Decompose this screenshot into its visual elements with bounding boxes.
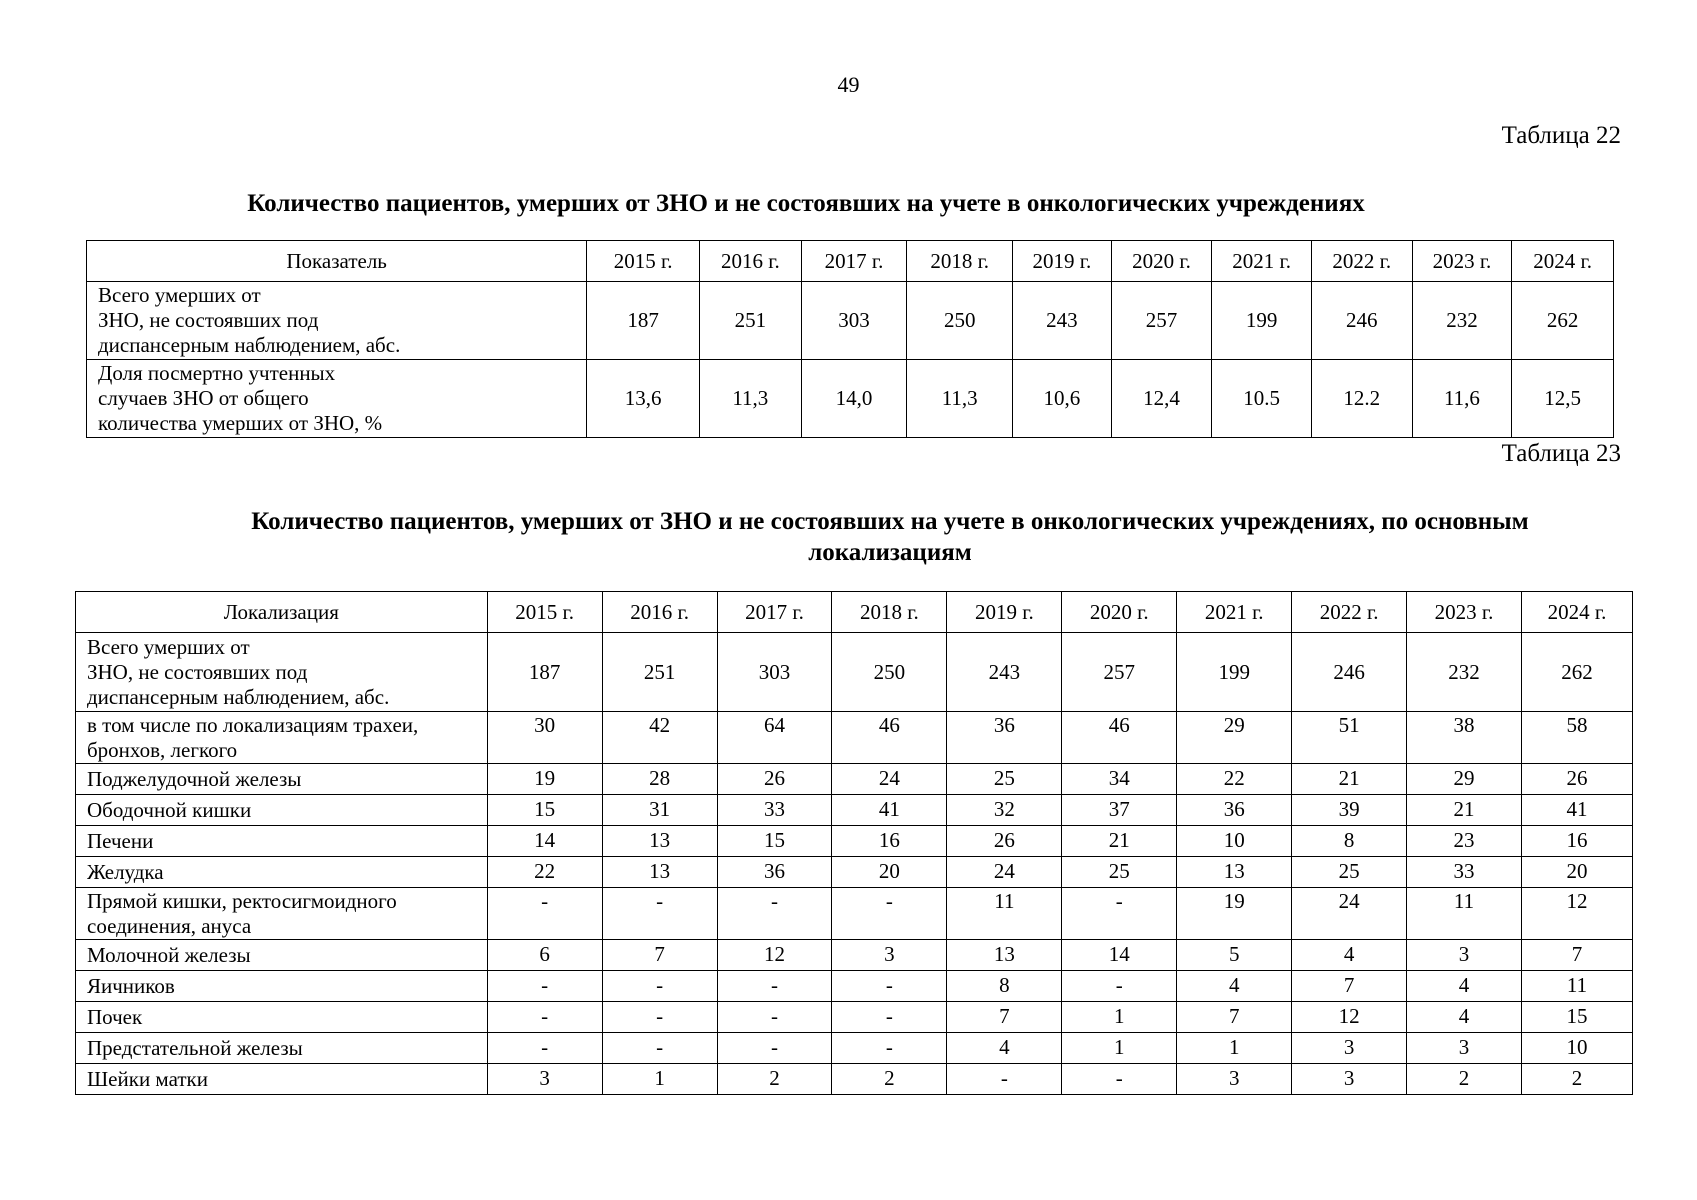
value-cell: 7 xyxy=(947,1002,1062,1033)
value-cell: 246 xyxy=(1311,282,1412,360)
value-cell: 7 xyxy=(1177,1002,1292,1033)
value-cell: 262 xyxy=(1522,633,1633,712)
value-cell: 41 xyxy=(832,795,947,826)
value-cell: 14,0 xyxy=(801,360,907,438)
value-cell: 36 xyxy=(1177,795,1292,826)
row-label-line: Ободочной кишки xyxy=(87,797,252,822)
value-cell: 16 xyxy=(832,826,947,857)
table-row xyxy=(87,360,1614,438)
value-cell: 4 xyxy=(947,1033,1062,1064)
value-cell: 1 xyxy=(1062,1033,1177,1064)
header-cell: 2024 г. xyxy=(1522,592,1633,633)
row-label-line: Всего умерших от xyxy=(98,283,261,307)
table-22-header-row xyxy=(87,241,1614,282)
value-cell: 4 xyxy=(1177,971,1292,1002)
header-cell: 2015 г. xyxy=(587,241,700,282)
value-cell: 11,3 xyxy=(700,360,802,438)
value-cell: 4 xyxy=(1407,1002,1522,1033)
header-cell: 2016 г. xyxy=(602,592,717,633)
value-cell: 7 xyxy=(1522,940,1633,971)
table-22-caption: Таблица 22 xyxy=(1501,122,1621,149)
value-cell: 25 xyxy=(947,764,1062,795)
row-label-line: количества умерших от ЗНО, % xyxy=(98,411,383,435)
value-cell: 1 xyxy=(1177,1033,1292,1064)
row-label-line: диспансерным наблюдением, абс. xyxy=(87,684,390,709)
value-cell: 20 xyxy=(832,857,947,888)
value-cell: 41 xyxy=(1522,795,1633,826)
row-label xyxy=(76,826,488,857)
row-label xyxy=(87,282,587,360)
value-cell: - xyxy=(717,1002,832,1033)
value-cell: 28 xyxy=(602,764,717,795)
value-cell: 2 xyxy=(832,1064,947,1095)
row-label-line: случаев ЗНО от общего xyxy=(98,386,309,410)
value-cell: 6 xyxy=(487,940,602,971)
value-cell: 25 xyxy=(1062,857,1177,888)
value-cell: 8 xyxy=(1292,826,1407,857)
value-cell: 29 xyxy=(1407,764,1522,795)
value-cell: 11,3 xyxy=(907,360,1013,438)
value-cell: - xyxy=(832,1002,947,1033)
header-cell: 2018 г. xyxy=(907,241,1013,282)
header-cell: 2020 г. xyxy=(1062,592,1177,633)
value-cell: 22 xyxy=(487,857,602,888)
value-cell: 64 xyxy=(717,712,832,764)
value-cell: 243 xyxy=(947,633,1062,712)
value-cell: 262 xyxy=(1512,282,1614,360)
value-cell: 51 xyxy=(1292,712,1407,764)
row-label-line: Всего умерших от xyxy=(87,634,250,659)
table-row xyxy=(76,857,1633,888)
value-cell: 19 xyxy=(487,764,602,795)
value-cell: 232 xyxy=(1412,282,1512,360)
row-label xyxy=(76,1064,488,1095)
value-cell: 33 xyxy=(717,795,832,826)
value-cell: 21 xyxy=(1062,826,1177,857)
value-cell: 26 xyxy=(717,764,832,795)
value-cell: 26 xyxy=(1522,764,1633,795)
value-cell: 23 xyxy=(1407,826,1522,857)
value-cell: - xyxy=(602,971,717,1002)
value-cell: 232 xyxy=(1407,633,1522,712)
value-cell: 15 xyxy=(717,826,832,857)
value-cell: - xyxy=(947,1064,1062,1095)
value-cell: 199 xyxy=(1177,633,1292,712)
value-cell: 32 xyxy=(947,795,1062,826)
row-label-line: Почек xyxy=(87,1004,143,1029)
row-label-line: Печени xyxy=(87,828,154,853)
value-cell: 243 xyxy=(1013,282,1112,360)
value-cell: 13 xyxy=(947,940,1062,971)
row-label-line: Поджелудочной железы xyxy=(87,766,302,791)
header-cell: Локализация xyxy=(76,592,488,633)
row-label xyxy=(76,712,488,764)
value-cell: 36 xyxy=(947,712,1062,764)
value-cell: 10 xyxy=(1522,1033,1633,1064)
value-cell: - xyxy=(487,888,602,940)
value-cell: 22 xyxy=(1177,764,1292,795)
value-cell: 14 xyxy=(487,826,602,857)
row-label-line: бронхов, легкого xyxy=(87,738,238,762)
table-22-title: Количество пациентов, умерших от ЗНО и не состоявших на учете в онкологических учреждениях xyxy=(247,190,1365,217)
value-cell: 3 xyxy=(1292,1064,1407,1095)
value-cell: 12,4 xyxy=(1111,360,1212,438)
header-cell: 2022 г. xyxy=(1292,592,1407,633)
value-cell: 24 xyxy=(1292,888,1407,940)
value-cell: 10.5 xyxy=(1212,360,1312,438)
value-cell: - xyxy=(832,1033,947,1064)
value-cell: 3 xyxy=(1407,1033,1522,1064)
value-cell: 13 xyxy=(602,826,717,857)
row-label-line: ЗНО, не состоявших под xyxy=(87,659,308,684)
table-22 xyxy=(86,240,1614,438)
value-cell: 11 xyxy=(1407,888,1522,940)
header-cell: 2024 г. xyxy=(1512,241,1614,282)
value-cell: 24 xyxy=(947,857,1062,888)
row-label xyxy=(76,764,488,795)
value-cell: 13 xyxy=(1177,857,1292,888)
value-cell: 31 xyxy=(602,795,717,826)
value-cell: 1 xyxy=(1062,1002,1177,1033)
value-cell: 38 xyxy=(1407,712,1522,764)
value-cell: 13 xyxy=(602,857,717,888)
value-cell: 42 xyxy=(602,712,717,764)
table-23-title-line: Количество пациентов, умерших от ЗНО и не состоявших на учете в онкологических учреждениях, по основным xyxy=(251,508,1529,535)
header-cell: 2018 г. xyxy=(832,592,947,633)
value-cell: 26 xyxy=(947,826,1062,857)
value-cell: 250 xyxy=(832,633,947,712)
header-cell: 2017 г. xyxy=(717,592,832,633)
table-row xyxy=(76,1033,1633,1064)
table-row xyxy=(76,795,1633,826)
value-cell: 10,6 xyxy=(1013,360,1112,438)
value-cell: 303 xyxy=(717,633,832,712)
value-cell: 187 xyxy=(487,633,602,712)
value-cell: 2 xyxy=(1522,1064,1633,1095)
value-cell: 12 xyxy=(1522,888,1633,940)
value-cell: 34 xyxy=(1062,764,1177,795)
row-label-line: Яичников xyxy=(87,973,175,998)
table-row xyxy=(76,826,1633,857)
value-cell: 11 xyxy=(947,888,1062,940)
value-cell: 250 xyxy=(907,282,1013,360)
value-cell: 37 xyxy=(1062,795,1177,826)
table-row xyxy=(76,1064,1633,1095)
value-cell: 46 xyxy=(832,712,947,764)
table-row xyxy=(76,888,1633,940)
header-cell: 2023 г. xyxy=(1412,241,1512,282)
value-cell: 58 xyxy=(1522,712,1633,764)
value-cell: 251 xyxy=(700,282,802,360)
value-cell: 5 xyxy=(1177,940,1292,971)
value-cell: - xyxy=(717,971,832,1002)
value-cell: - xyxy=(487,1002,602,1033)
value-cell: 15 xyxy=(1522,1002,1633,1033)
value-cell: 30 xyxy=(487,712,602,764)
table-row xyxy=(76,940,1633,971)
row-label xyxy=(76,795,488,826)
value-cell: 1 xyxy=(602,1064,717,1095)
value-cell: 25 xyxy=(1292,857,1407,888)
value-cell: - xyxy=(487,1033,602,1064)
row-label xyxy=(76,940,488,971)
table-23-caption: Таблица 23 xyxy=(1501,440,1621,467)
value-cell: - xyxy=(832,888,947,940)
value-cell: - xyxy=(717,1033,832,1064)
row-label-line: Желудка xyxy=(87,859,164,884)
row-label xyxy=(76,857,488,888)
value-cell: 4 xyxy=(1407,971,1522,1002)
table-row xyxy=(76,1002,1633,1033)
header-cell: 2020 г. xyxy=(1111,241,1212,282)
table-row xyxy=(87,282,1614,360)
row-label-line: Прямой кишки, ректосигмоидного xyxy=(87,889,397,913)
value-cell: 24 xyxy=(832,764,947,795)
header-cell: Показатель xyxy=(87,241,587,282)
value-cell: 7 xyxy=(602,940,717,971)
row-label-line: диспансерным наблюдением, абс. xyxy=(98,333,401,357)
header-cell: 2023 г. xyxy=(1407,592,1522,633)
row-label-line: Молочной железы xyxy=(87,942,251,967)
table-row xyxy=(76,764,1633,795)
page-number: 49 xyxy=(837,72,860,97)
value-cell: 7 xyxy=(1292,971,1407,1002)
header-cell: 2021 г. xyxy=(1177,592,1292,633)
row-label xyxy=(87,360,587,438)
value-cell: 251 xyxy=(602,633,717,712)
row-label-line: Предстательной железы xyxy=(87,1035,303,1060)
value-cell: 257 xyxy=(1062,633,1177,712)
value-cell: 33 xyxy=(1407,857,1522,888)
value-cell: 246 xyxy=(1292,633,1407,712)
value-cell: 10 xyxy=(1177,826,1292,857)
table-row xyxy=(76,633,1633,712)
value-cell: - xyxy=(602,1033,717,1064)
table-row xyxy=(76,712,1633,764)
value-cell: 4 xyxy=(1292,940,1407,971)
value-cell: - xyxy=(832,971,947,1002)
value-cell: - xyxy=(1062,971,1177,1002)
value-cell: - xyxy=(717,888,832,940)
row-label xyxy=(76,1033,488,1064)
value-cell: 2 xyxy=(717,1064,832,1095)
table-row xyxy=(76,971,1633,1002)
value-cell: 12 xyxy=(717,940,832,971)
row-label-line: в том числе по локализациям трахеи, xyxy=(87,713,419,737)
value-cell: 199 xyxy=(1212,282,1312,360)
value-cell: 46 xyxy=(1062,712,1177,764)
value-cell: - xyxy=(1062,1064,1177,1095)
table-23-title-line: локализациям xyxy=(808,539,972,566)
header-cell: 2015 г. xyxy=(487,592,602,633)
row-label-line: ЗНО, не состоявших под xyxy=(98,308,319,332)
header-cell: 2016 г. xyxy=(700,241,802,282)
value-cell: 8 xyxy=(947,971,1062,1002)
value-cell: 187 xyxy=(587,282,700,360)
value-cell: 14 xyxy=(1062,940,1177,971)
value-cell: 29 xyxy=(1177,712,1292,764)
header-cell: 2019 г. xyxy=(947,592,1062,633)
header-cell: 2019 г. xyxy=(1013,241,1112,282)
value-cell: 20 xyxy=(1522,857,1633,888)
value-cell: 21 xyxy=(1407,795,1522,826)
value-cell: 11,6 xyxy=(1412,360,1512,438)
value-cell: 36 xyxy=(717,857,832,888)
value-cell: 39 xyxy=(1292,795,1407,826)
value-cell: 3 xyxy=(1407,940,1522,971)
value-cell: 15 xyxy=(487,795,602,826)
value-cell: 21 xyxy=(1292,764,1407,795)
value-cell: 12,5 xyxy=(1512,360,1614,438)
value-cell: 257 xyxy=(1111,282,1212,360)
value-cell: 2 xyxy=(1407,1064,1522,1095)
row-label-line: соединения, ануса xyxy=(87,914,252,938)
value-cell: 13,6 xyxy=(587,360,700,438)
value-cell: 303 xyxy=(801,282,907,360)
table-23-header-row xyxy=(76,592,1633,633)
row-label xyxy=(76,888,488,940)
row-label-line: Шейки матки xyxy=(87,1066,208,1091)
value-cell: - xyxy=(602,888,717,940)
value-cell: 12.2 xyxy=(1311,360,1412,438)
value-cell: 3 xyxy=(1292,1033,1407,1064)
value-cell: - xyxy=(487,971,602,1002)
value-cell: 3 xyxy=(1177,1064,1292,1095)
value-cell: 11 xyxy=(1522,971,1633,1002)
row-label xyxy=(76,633,488,712)
row-label xyxy=(76,1002,488,1033)
value-cell: 19 xyxy=(1177,888,1292,940)
value-cell: 12 xyxy=(1292,1002,1407,1033)
value-cell: - xyxy=(1062,888,1177,940)
value-cell: 3 xyxy=(487,1064,602,1095)
row-label-line: Доля посмертно учтенных xyxy=(98,361,336,385)
table-23 xyxy=(75,591,1633,1095)
value-cell: - xyxy=(602,1002,717,1033)
row-label xyxy=(76,971,488,1002)
value-cell: 3 xyxy=(832,940,947,971)
header-cell: 2022 г. xyxy=(1311,241,1412,282)
table-23-title xyxy=(160,506,1620,568)
header-cell: 2021 г. xyxy=(1212,241,1312,282)
header-cell: 2017 г. xyxy=(801,241,907,282)
value-cell: 16 xyxy=(1522,826,1633,857)
